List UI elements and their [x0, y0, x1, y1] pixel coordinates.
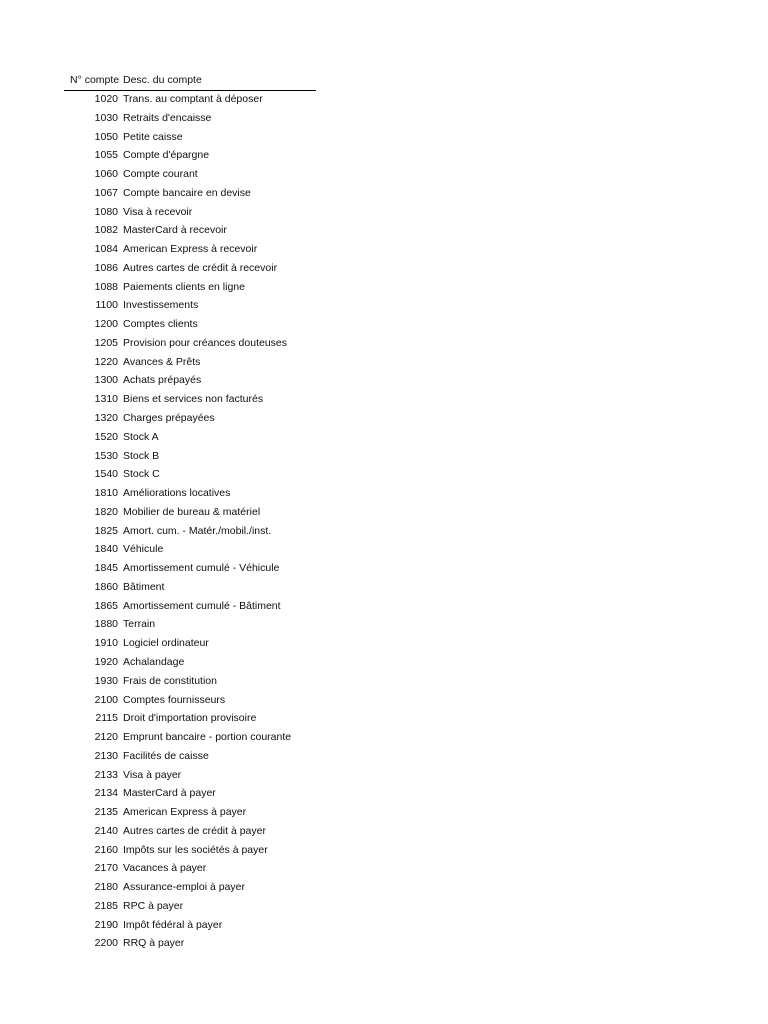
- account-number: 1050: [94, 130, 118, 143]
- account-description: Véhicule: [123, 543, 164, 556]
- account-number: 1825: [94, 524, 118, 537]
- account-description: Trans. au comptant à déposer: [123, 93, 263, 105]
- account-number: 2120: [94, 731, 118, 744]
- table-row: [0, 747, 768, 766]
- account-description: RPC à payer: [123, 899, 184, 912]
- table-row: [0, 221, 768, 240]
- account-description-header: Desc. du compte: [123, 74, 202, 86]
- table-row: [0, 353, 768, 372]
- account-description: Autres cartes de crédit à payer: [123, 824, 266, 837]
- account-number: 1088: [94, 280, 118, 293]
- account-number: 2133: [94, 768, 118, 781]
- account-description: American Express à payer: [123, 806, 247, 819]
- table-row: [0, 240, 768, 259]
- account-number: 1540: [94, 468, 118, 481]
- table-row: [0, 146, 768, 165]
- table-row: [0, 428, 768, 447]
- account-description: Retraits d'encaisse: [123, 111, 212, 124]
- table-row: [0, 597, 768, 616]
- account-description: RRQ à payer: [123, 937, 185, 950]
- account-number: 1310: [94, 393, 118, 406]
- account-number: 1055: [94, 149, 118, 162]
- account-number: 1200: [94, 318, 118, 331]
- account-description: Avances & Prêts: [123, 355, 201, 368]
- account-number: 1082: [94, 224, 118, 237]
- account-description: Biens et services non facturés: [123, 393, 264, 406]
- account-description: MasterCard à recevoir: [123, 224, 227, 237]
- accounts-table-body: [0, 90, 768, 953]
- account-number: 2130: [94, 749, 118, 762]
- table-row: [0, 165, 768, 184]
- account-description: Amortissement cumulé - Véhicule: [123, 562, 280, 575]
- account-number-header: N° compte: [70, 74, 120, 86]
- account-number: 1820: [94, 505, 118, 518]
- account-number: 1810: [94, 487, 118, 500]
- account-number: 2185: [94, 899, 118, 912]
- table-row: [0, 390, 768, 409]
- account-number: 1910: [94, 637, 118, 650]
- account-number: 1020: [94, 93, 118, 105]
- account-description: Impôt fédéral à payer: [123, 918, 223, 931]
- table-row: [0, 128, 768, 147]
- account-description: Compte courant: [123, 168, 198, 181]
- account-description: Paiements clients en ligne: [123, 280, 245, 293]
- account-description: Compte bancaire en devise: [123, 186, 251, 199]
- account-number: 2200: [94, 937, 118, 950]
- table-row: [0, 540, 768, 559]
- account-description: Provision pour créances douteuses: [123, 336, 288, 349]
- table-row: [0, 465, 768, 484]
- account-description: Facilités de caisse: [123, 749, 209, 762]
- account-description: Mobilier de bureau & matériel: [123, 505, 261, 518]
- account-description: Amortissement cumulé - Bâtiment: [123, 599, 281, 612]
- account-number: 2100: [94, 693, 118, 706]
- account-description: Compte d'épargne: [123, 149, 210, 162]
- table-header: [64, 72, 316, 91]
- table-row: [0, 841, 768, 860]
- account-description: Autres cartes de crédit à recevoir: [123, 261, 278, 274]
- account-description: Investissements: [123, 299, 199, 312]
- account-number: 1530: [94, 449, 118, 462]
- table-row: [0, 503, 768, 522]
- account-description: Comptes fournisseurs: [123, 693, 226, 706]
- account-number: 1860: [94, 580, 118, 593]
- table-row: [0, 934, 768, 953]
- table-row: [0, 803, 768, 822]
- table-row: [0, 691, 768, 710]
- account-number: 1840: [94, 543, 118, 556]
- table-row: [0, 859, 768, 878]
- table-row: [0, 728, 768, 747]
- account-number: 1880: [94, 618, 118, 631]
- account-number: 1920: [94, 655, 118, 668]
- table-row: [0, 259, 768, 278]
- account-number: 2115: [95, 712, 118, 725]
- account-description: Frais de constitution: [123, 674, 217, 687]
- table-row: [0, 522, 768, 541]
- account-description: Bâtiment: [123, 580, 165, 593]
- table-row: [0, 315, 768, 334]
- account-description: MasterCard à payer: [123, 787, 216, 800]
- account-description: Visa à recevoir: [123, 205, 193, 218]
- account-number: 2190: [94, 918, 118, 931]
- account-description: Vacances à payer: [123, 862, 207, 875]
- table-row: [0, 278, 768, 297]
- account-number: 1220: [94, 355, 118, 368]
- account-number: 1300: [94, 374, 118, 387]
- account-number: 2140: [94, 824, 118, 837]
- account-description: Achalandage: [123, 655, 185, 668]
- account-description: Stock C: [123, 468, 160, 481]
- table-row: [0, 784, 768, 803]
- account-description: Terrain: [123, 618, 156, 631]
- account-description: Stock B: [123, 449, 160, 462]
- table-row: [0, 634, 768, 653]
- table-row: [0, 916, 768, 935]
- account-number: 2180: [94, 881, 118, 894]
- account-number: 1845: [94, 562, 118, 575]
- account-description: Achats prépayés: [123, 374, 202, 387]
- table-row: [0, 203, 768, 222]
- table-row: [0, 109, 768, 128]
- account-description: Visa à payer: [123, 768, 182, 781]
- account-number: 2160: [94, 843, 118, 856]
- account-number: 1086: [94, 261, 118, 274]
- account-number: 1067: [94, 186, 118, 199]
- account-number: 1205: [94, 336, 118, 349]
- table-row: [0, 447, 768, 466]
- table-row: [0, 615, 768, 634]
- account-number: 2134: [94, 787, 118, 800]
- account-number: 1030: [94, 111, 118, 124]
- account-number: 1520: [94, 430, 118, 443]
- account-description: Améliorations locatives: [123, 487, 231, 500]
- account-description: Petite caisse: [123, 130, 183, 143]
- table-row: [0, 334, 768, 353]
- account-number: 1060: [94, 168, 118, 181]
- table-row: [0, 296, 768, 315]
- table-row: [0, 709, 768, 728]
- table-row: [0, 578, 768, 597]
- account-number: 1084: [94, 243, 118, 256]
- table-row: [0, 559, 768, 578]
- account-description: Logiciel ordinateur: [123, 637, 209, 650]
- table-row: [0, 184, 768, 203]
- table-row: [0, 672, 768, 691]
- account-description: Impôts sur les sociétés à payer: [123, 843, 268, 856]
- table-row: [0, 371, 768, 390]
- account-number: 1080: [94, 205, 118, 218]
- table-row: [0, 897, 768, 916]
- account-description: Charges prépayées: [123, 412, 215, 425]
- table-row: [0, 90, 768, 109]
- account-number: 2170: [94, 862, 118, 875]
- account-description: American Express à recevoir: [123, 243, 258, 256]
- account-description: Amort. cum. - Matér./mobil./inst.: [123, 524, 272, 537]
- table-row: [0, 409, 768, 428]
- table-row: [0, 484, 768, 503]
- account-number: 2135: [94, 806, 118, 819]
- account-number: 1865: [94, 599, 118, 612]
- table-row: [0, 766, 768, 785]
- account-description: Stock A: [123, 430, 159, 443]
- account-number: 1930: [94, 674, 118, 687]
- account-description: Assurance-emploi à payer: [123, 881, 245, 894]
- account-description: Emprunt bancaire - portion courante: [123, 731, 292, 744]
- table-row: [0, 878, 768, 897]
- account-description: Comptes clients: [123, 318, 198, 331]
- account-number: 1100: [95, 299, 118, 312]
- account-description: Droit d'importation provisoire: [123, 712, 257, 725]
- table-row: [0, 822, 768, 841]
- account-number: 1320: [94, 412, 118, 425]
- table-row: [0, 653, 768, 672]
